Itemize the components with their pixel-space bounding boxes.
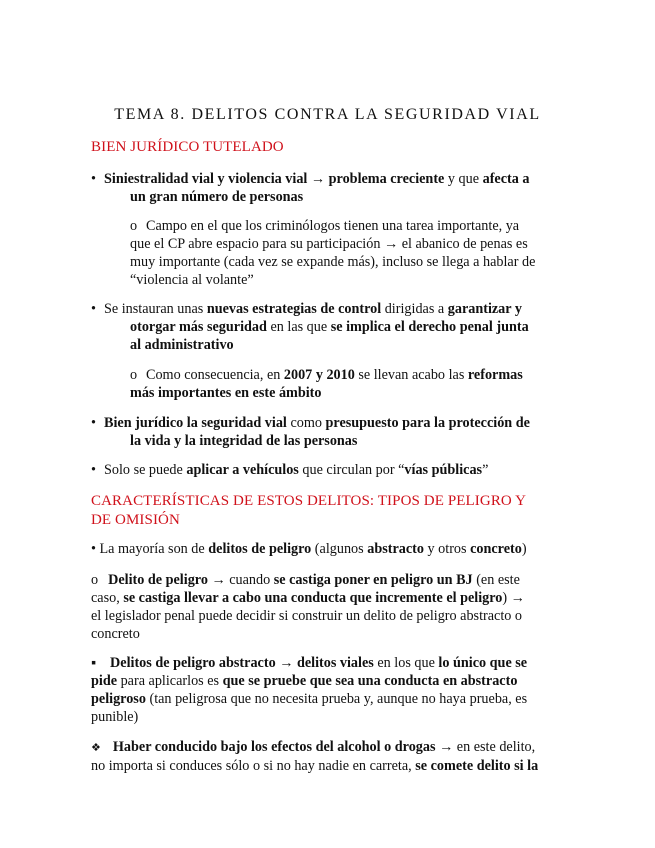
text-bold: 2007 y 2010 [283, 367, 355, 383]
text: se llevan acabo las [354, 367, 468, 383]
subbullet-criminologos [130, 217, 570, 289]
text: ) [521, 541, 527, 557]
text: dirigidas a [381, 301, 448, 317]
bullet-marker: • [91, 541, 96, 557]
text: para aplicarlos es [117, 673, 223, 689]
text-bold: presupuesto para la protección de [325, 415, 530, 431]
text: como [286, 415, 326, 431]
text: caso, [91, 590, 124, 606]
bullet-bien-juridico [91, 414, 571, 450]
text-bold: Siniestralidad vial y violencia vial → problema creciente [104, 171, 445, 187]
text: y otros [423, 541, 471, 557]
page-title: TEMA 8. DELITOS CONTRA LA SEGURIDAD VIAL [114, 106, 541, 123]
text-bold: Delitos de peligro abstracto → delitos viales [110, 655, 374, 671]
text: que circulan por “ [298, 462, 405, 478]
subbullet-marker: o [91, 572, 99, 588]
square-bullet-marker: ▪ [91, 655, 97, 671]
subbullet-consecuencia [130, 366, 570, 402]
text-bold: peligroso [91, 691, 146, 707]
bullet-marker: • [91, 171, 96, 187]
text: (algunos [311, 541, 368, 557]
text-bold: reformas [467, 367, 523, 383]
text-bold: pide [91, 673, 118, 689]
bullet-marker: • [91, 301, 96, 317]
text-bold: aplicar a vehículos [186, 462, 299, 478]
paragraph-delito-peligro [91, 571, 571, 643]
text-line: “violencia al volante” [130, 272, 254, 288]
text-line: concreto [91, 626, 140, 642]
text-bold: se implica el derecho penal junta [330, 319, 529, 335]
bullet-siniestralidad [91, 170, 571, 206]
text: La mayoría son de [95, 541, 209, 557]
subbullet-marker: o [130, 367, 138, 383]
text-bold: concreto [470, 541, 522, 557]
bullet-delitos-peligro [91, 540, 571, 558]
text-bold: Delito de peligro [108, 572, 208, 588]
text-bold: afecta a [482, 171, 530, 187]
text: Se instauran unas [104, 301, 207, 317]
text-bold: vías públicas [404, 462, 483, 478]
text-line: que el CP abre espacio para su participación → el abanico de penas es [130, 236, 528, 252]
text-line: Campo en el que los criminólogos tienen una tarea importante, ya [146, 218, 520, 234]
text-bold: un gran número de personas [130, 189, 304, 205]
text-bold: que se pruebe que sea una conducta en abstracto [222, 673, 518, 689]
text-bold: delitos de peligro [208, 541, 312, 557]
text-bold: se comete delito si la [415, 758, 539, 774]
text-bold: al administrativo [130, 337, 234, 353]
text-bold: abstracto [367, 541, 424, 557]
text-bold: Haber conducido bajo los efectos del alcohol o drogas [112, 739, 436, 755]
bullet-marker: • [91, 462, 96, 478]
text-bold: lo único que se [438, 655, 528, 671]
paragraph-alcohol-drogas [91, 738, 571, 775]
text-bold: otorgar más seguridad [130, 319, 267, 335]
text-line: el legislador penal puede decidir si construir un delito de peligro abstracto o [91, 608, 523, 624]
text-bold: garantizar y [447, 301, 522, 317]
text: en los que [373, 655, 439, 671]
section-heading-bien-juridico: BIEN JURÍDICO TUTELADO [91, 139, 284, 155]
text-line: muy importante (cada vez se expande más), incluso se llega a hablar de [130, 254, 536, 270]
text: ) → [502, 590, 525, 606]
heading-line: DE OMISIÓN [91, 512, 180, 528]
text: → en este delito, [435, 739, 536, 755]
text: no importa si conduces sólo o si no hay nadie en carreta, [91, 758, 416, 774]
diamond-bullet-icon: ❖ [91, 741, 101, 754]
text: Como consecuencia, en [146, 367, 284, 383]
text: (en este [472, 572, 520, 588]
bullet-marker: • [91, 415, 96, 431]
text: ” [482, 462, 489, 478]
text-bold: nuevas estrategias de control [206, 301, 382, 317]
section-heading-caracteristicas [91, 492, 571, 530]
text-bold: Bien jurídico la seguridad vial [104, 415, 287, 431]
text-bold: más importantes en este ámbito [130, 385, 322, 401]
paragraph-peligro-abstracto [91, 654, 571, 726]
text: y que [444, 171, 483, 187]
bullet-vehiculos [91, 461, 571, 479]
bullet-estrategias [91, 300, 571, 354]
text-bold: se castiga poner en peligro un BJ [273, 572, 473, 588]
text: → cuando [207, 572, 274, 588]
text: Solo se puede [104, 462, 187, 478]
text: (tan peligrosa que no necesita prueba y, aunque no haya prueba, es [145, 691, 528, 707]
heading-line: CARACTERÍSTICAS DE ESTOS DELITOS: TIPOS DE PELIGRO Y [91, 493, 527, 509]
text-line: punible) [91, 709, 139, 725]
text-bold: se castiga llevar a cabo una conducta que incremente el peligro [123, 590, 503, 606]
text: en las que [266, 319, 331, 335]
text-bold: la vida y la integridad de las personas [130, 433, 358, 449]
subbullet-marker: o [130, 218, 138, 234]
